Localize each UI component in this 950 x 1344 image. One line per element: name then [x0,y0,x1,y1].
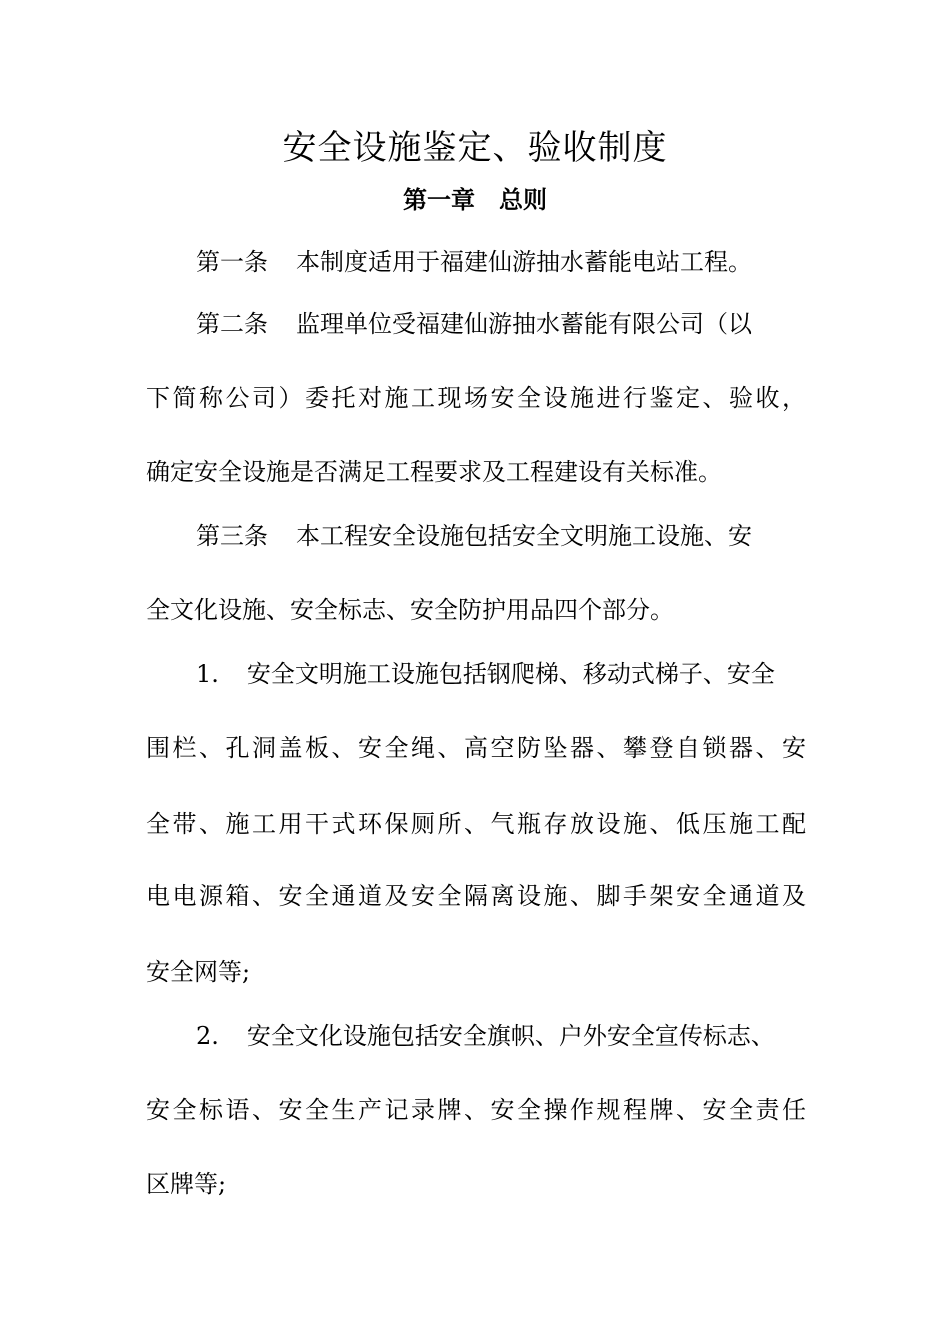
article-1-label: 第一条 [196,248,268,276]
item-1-text-1: 安全文明施工设施包括钢爬梯、移动式梯子、安全 [246,660,775,688]
item-1-line-1 [196,656,806,692]
item-2-number: 2. [196,1022,219,1050]
item-1-line-5: 安全网等; [146,958,251,986]
article-2-line-3: 确定安全设施是否满足工程要求及工程建设有关标准。 [146,458,722,486]
article-3-text-1: 本工程安全设施包括安全文明施工设施、安 [296,522,752,550]
article-3-line-1 [196,518,806,554]
item-2-text-1: 安全文化设施包括安全旗帜、户外安全宣传标志、 [246,1022,775,1050]
item-2-line-3: 区牌等; [146,1170,227,1198]
article-2-text-1: 监理单位受福建仙游抽水蓄能有限公司（以 [296,310,752,338]
item-1-line-2: 围栏、孔洞盖板、安全绳、高空防坠器、攀登自锁器、安 [146,734,806,762]
chapter-heading: 第一章 总则 [403,185,547,214]
document-title: 安全设施鉴定、验收制度 [282,128,668,168]
item-1-line-4: 电电源箱、安全通道及安全隔离设施、脚手架安全通道及 [146,882,806,910]
article-3-label: 第三条 [196,522,268,550]
article-1-text: 本制度适用于福建仙游抽水蓄能电站工程。 [296,248,752,276]
item-1-number: 1. [196,660,219,688]
article-2-label: 第二条 [196,310,268,338]
article-2-line-2: 下简称公司）委托对施工现场安全设施进行鉴定、验收， [146,384,806,412]
item-2-line-2: 安全标语、安全生产记录牌、安全操作规程牌、安全责任 [146,1096,806,1124]
article-3-line-2: 全文化设施、安全标志、安全防护用品四个部分。 [146,596,674,624]
article-1 [196,244,806,280]
item-1-line-3: 全带、施工用干式环保厕所、气瓶存放设施、低压施工配 [146,810,806,838]
item-2-line-1 [196,1018,806,1054]
article-2-line-1 [196,306,806,342]
